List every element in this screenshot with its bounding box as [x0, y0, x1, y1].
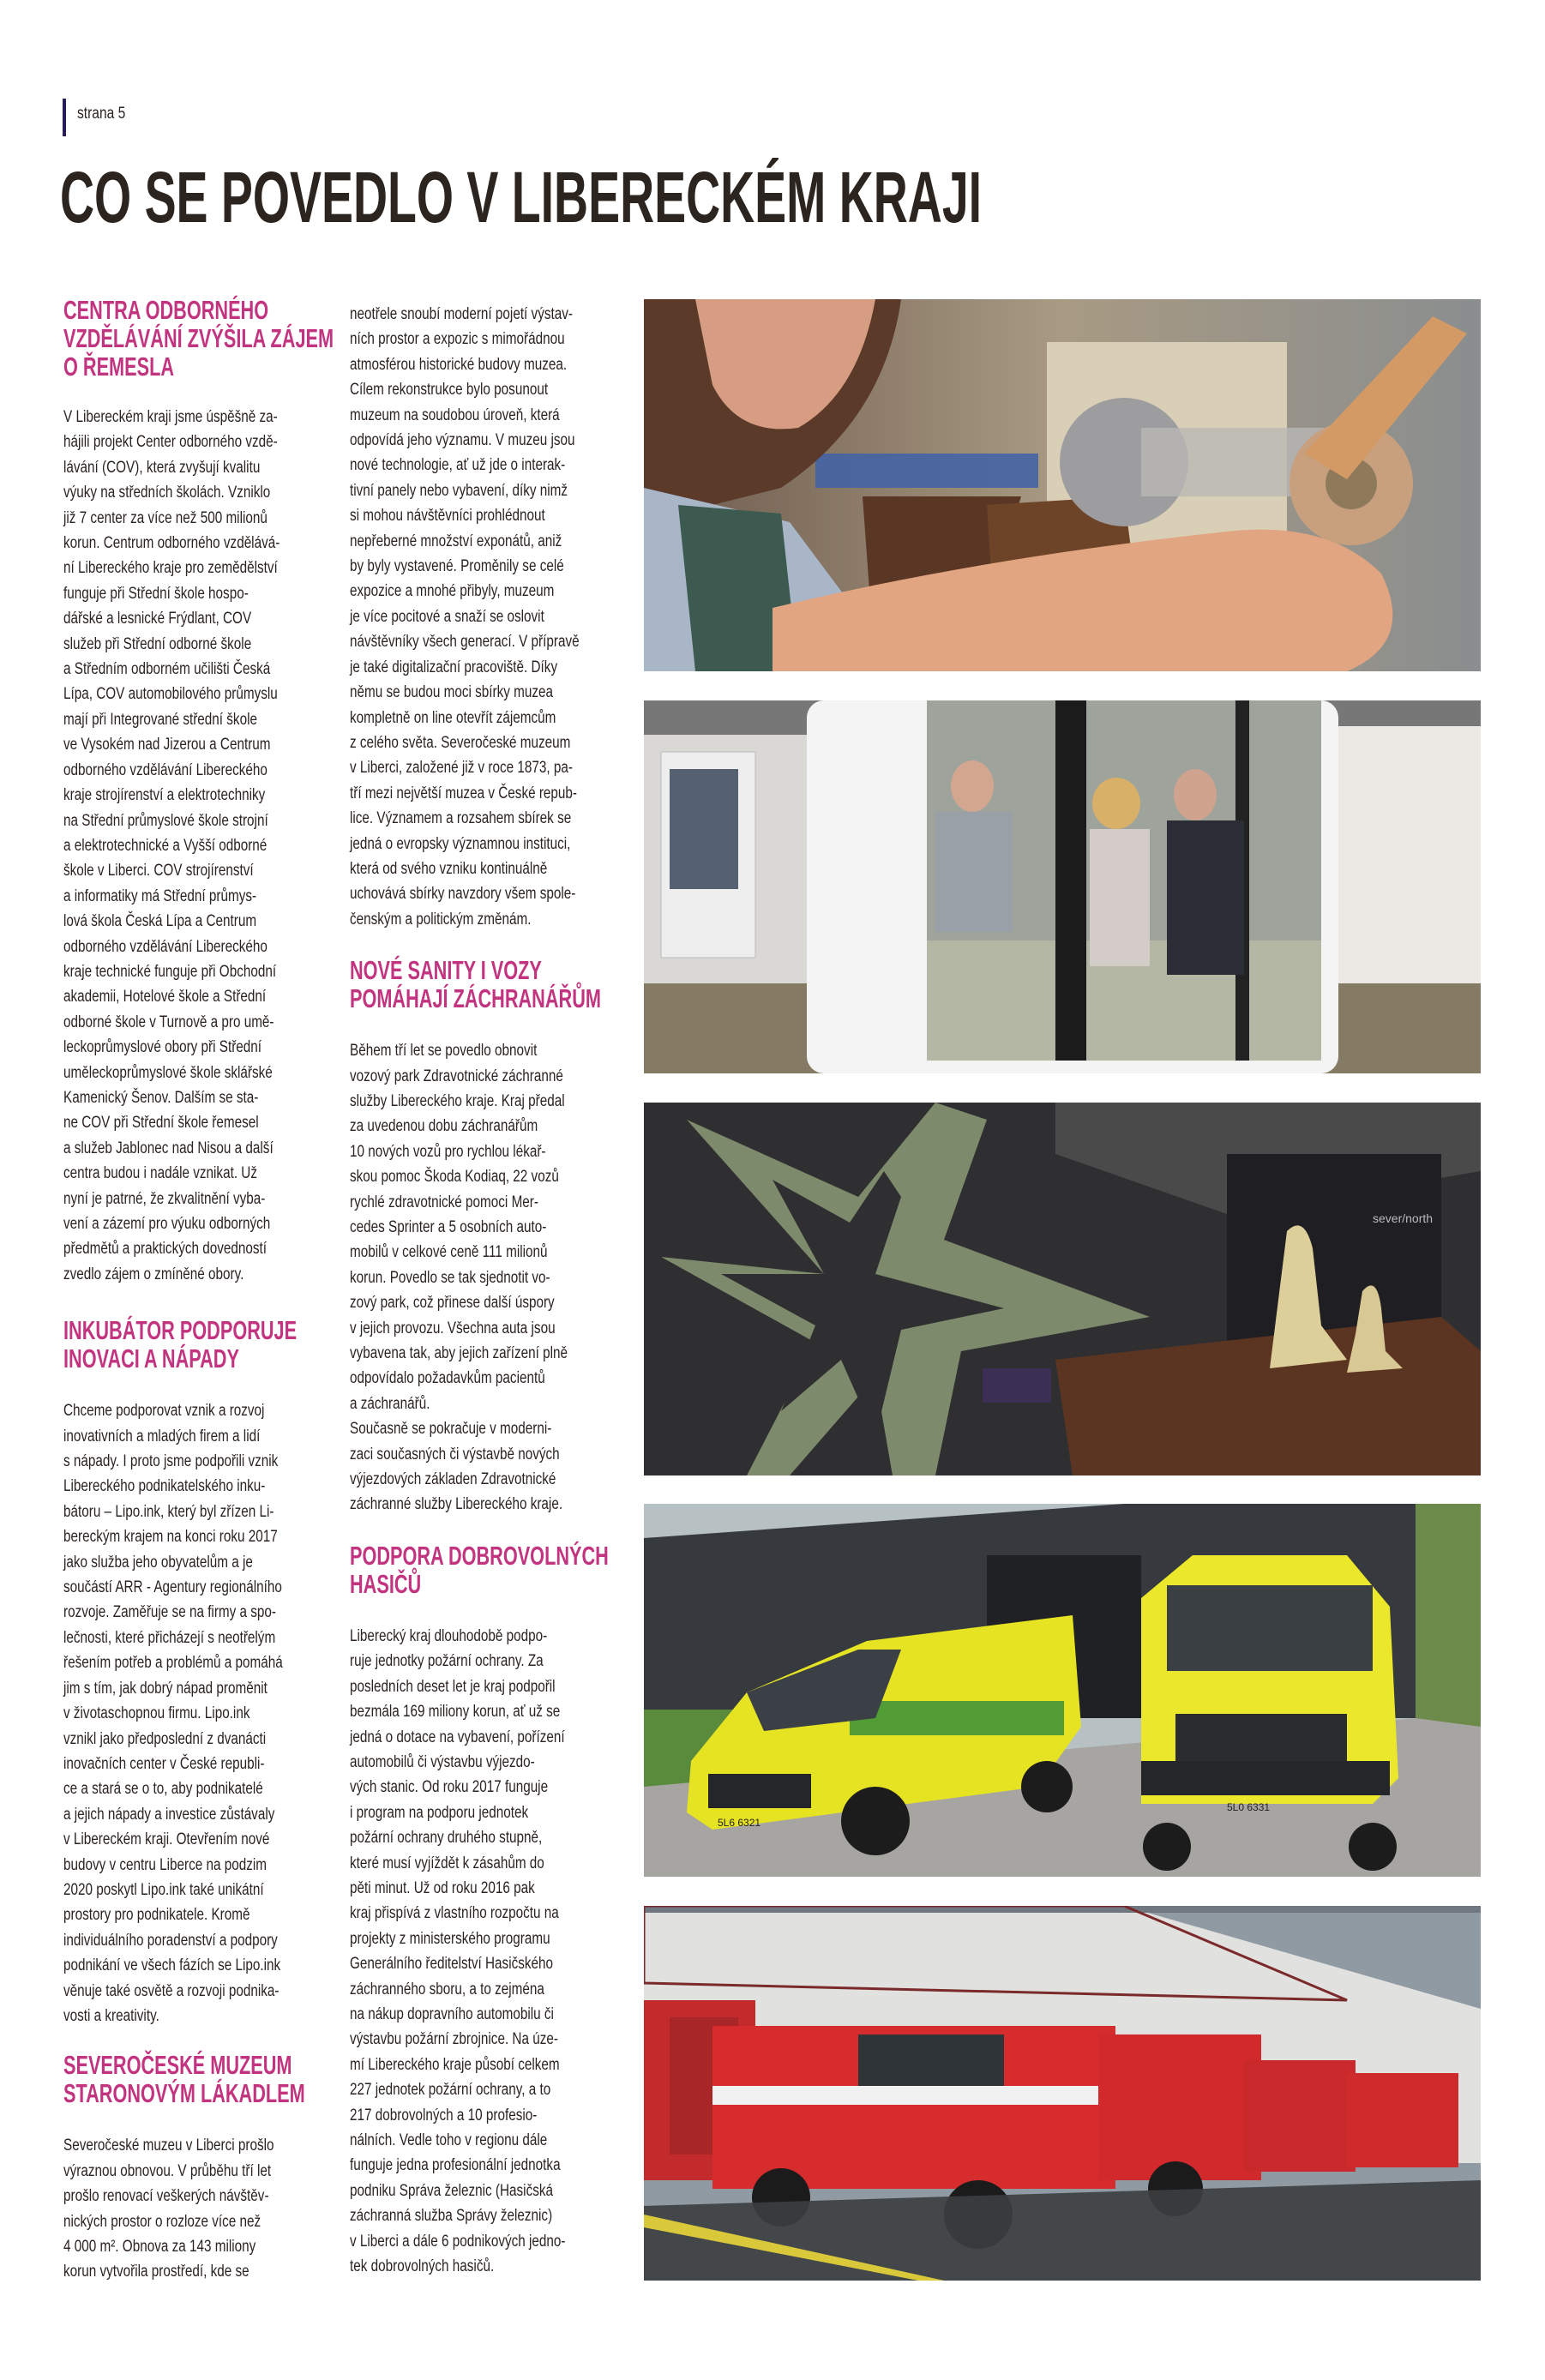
text-line: Cílem rekonstrukce bylo posunout — [350, 380, 549, 400]
text-line: prostory pro podnikatele. Kromě — [63, 1905, 250, 1925]
text-line: která od svého vzniku kontinuálně — [350, 858, 548, 878]
article-body — [350, 1038, 616, 1518]
text-line: kraj přispívá z vlastního rozpočtu na — [350, 1903, 559, 1923]
text-line: cedes Sprinter a 5 osobních auto- — [350, 1217, 547, 1236]
text-line: funguje jedna profesionální jednotka — [350, 2155, 561, 2175]
text-line: nálních. Vedle toho v regionu dále — [350, 2131, 548, 2149]
text-line: i program na podporu jednotek — [350, 1802, 529, 1822]
text-line: Liberecký kraj dlouhodobě podpo- — [350, 1626, 548, 1645]
text-line: muzeum na soudobou úroveň, která — [350, 405, 560, 424]
text-line: čenským a politickým změnám. — [350, 909, 532, 929]
text-line: atmosférou historické budovy muzea. — [350, 354, 568, 374]
text-line: jedná o dotace na vybavení, pořízení — [350, 1727, 565, 1746]
heading-line: INOVACI A NÁPADY — [63, 1343, 239, 1374]
text-line: je také digitalizační pracoviště. Díky — [350, 657, 558, 676]
text-line: si mohou návštěvníci prohlédnout — [350, 506, 545, 526]
article-body — [63, 405, 329, 1287]
article-muzeum — [63, 2051, 329, 2284]
text-line: vznikl jako předposlední z dvanácti — [63, 1728, 267, 1748]
text-line: návštěvníky všech generací. V přípravě — [350, 632, 580, 652]
text-line: Během tří let se povedlo obnovit — [350, 1041, 538, 1061]
text-line: ne COV při Střední škole řemesel — [63, 1113, 259, 1133]
article-inkubator — [63, 1316, 329, 2028]
text-line: vení a zázemí pro výuku odborných — [63, 1214, 271, 1233]
text-line: Lípa, COV automobilového průmyslu — [63, 684, 278, 704]
text-line: 217 dobrovolných a 10 profesio- — [350, 2105, 538, 2125]
text-line: odborné škole v Turnově a pro umě- — [63, 1012, 274, 1031]
text-line: ve Vysokém nad Jizerou a Centrum — [63, 735, 271, 754]
text-line: akademii, Hotelové škole a Střední — [63, 987, 267, 1007]
text-line: kraje technické funguje při Obchodní — [63, 961, 277, 981]
text-line: tří mezi největší muzea v České repub- — [350, 783, 578, 802]
text-line: bátoru – Lipo.ink, který byl zřízen Li- — [63, 1501, 274, 1521]
text-line: podnikání ve všech fázích se Lipo.ink — [63, 1956, 281, 1975]
text-line: ruje jednotky požární ochrany. Za — [350, 1651, 544, 1671]
text-line: Libereckého podnikatelského inku- — [63, 1476, 266, 1496]
text-line: skou pomoc Škoda Kodiaq, 22 vozů — [350, 1167, 559, 1187]
plate-text-2: 5L0 6331 — [1227, 1801, 1271, 1813]
text-line: automobilů či výstavbu výjezdo- — [350, 1752, 535, 1771]
text-line: je více pocitové a snaží se oslovit — [350, 606, 544, 626]
text-line: budovy v centru Liberce na podzim — [63, 1854, 268, 1874]
text-line: korun. Centrum odborného vzdělává- — [63, 533, 280, 553]
text-line: hájili projekt Center odborného vzdě- — [63, 432, 278, 452]
text-line: mí Libereckého kraje působí celkem — [350, 2054, 560, 2074]
text-line: bezmála 169 miliony korun, ať už se — [350, 1702, 561, 1722]
text-line: jedná o evropsky významnou instituci, — [350, 833, 571, 853]
text-line: 4 000 m². Obnova za 143 miliony — [63, 2237, 256, 2256]
text-line: odpovídalo požadavkům pacientů — [350, 1368, 545, 1388]
text-line: lice. Významem a rozsahem sbírek se — [350, 808, 572, 828]
text-line: inovačních center v České republi- — [63, 1753, 265, 1773]
text-line: zový park, což přinese další úspory — [350, 1293, 555, 1313]
text-line: za uvedenou dobu záchranářům — [350, 1116, 538, 1136]
photo-meeting-pod — [644, 700, 1481, 1073]
text-line: odpovídá jeho významu. V muzeu jsou — [350, 430, 575, 450]
text-line: prošlo renovací veškerých návštěv- — [63, 2186, 269, 2206]
text-line: řešením potřeb a problémů a pomáhá — [63, 1653, 283, 1673]
text-line: kompletně on line otevřít zájemcům — [350, 707, 556, 727]
text-line: němu se budou moci sbírky muzea — [350, 682, 554, 702]
heading-line: PODPORA DOBROVOLNÝCH — [350, 1540, 609, 1571]
text-line: Severočeské muzeu v Liberci prošlo — [63, 2136, 274, 2155]
text-line: škole v Liberci. COV strojírenství — [63, 861, 254, 880]
text-line: expozice a mnohé přibyly, muzeum — [350, 581, 555, 601]
text-line: ce a stará se o to, aby podnikatelé — [63, 1779, 263, 1799]
text-line: kraje strojírenství a elektrotechniky — [63, 785, 266, 805]
section-heading — [350, 956, 616, 1013]
article-body-continued — [350, 302, 616, 932]
text-line: a Středním odborném učilišti Česká — [63, 659, 271, 679]
text-line: na Střední průmyslové škole strojní — [63, 810, 268, 830]
section-heading — [63, 1316, 329, 1373]
text-line: záchranného sboru, a to zejména — [350, 1979, 544, 1998]
text-line: uchovává sbírky navzdory všem spole- — [350, 884, 576, 904]
text-line: v Liberci a dále 6 podnikových jedno- — [350, 2231, 566, 2251]
text-line: předmětů a praktických dovedností — [63, 1239, 268, 1259]
text-line: ních prostor a expozic s mimořádnou — [350, 329, 565, 349]
article-hasici — [350, 1542, 616, 2280]
text-line: inovativních a mladých firem a lidí — [63, 1426, 261, 1445]
text-line: projekty z ministerského programu — [350, 1928, 550, 1948]
text-line: výuky na středních školách. Vzniklo — [63, 483, 271, 502]
text-line: lávání (COV), která zvyšují kvalitu — [63, 457, 261, 477]
text-line: a záchranářů. — [350, 1393, 430, 1413]
text-line: součástí ARR - Agentury regionálního — [63, 1578, 282, 1597]
text-line: 227 jednotek požární ochrany, a to — [350, 2080, 551, 2100]
text-line: služeb při Střední odborné škole — [63, 634, 252, 653]
article-body — [63, 1398, 329, 2028]
text-line: požární ochrany druhého stupně, — [350, 1828, 543, 1848]
text-line: jako služba jeho obyvatelům a je — [63, 1552, 253, 1572]
text-line: a informatiky má Střední průmys- — [63, 886, 257, 905]
section-heading — [63, 2051, 329, 2107]
column-2 — [350, 302, 616, 2279]
heading-line: SEVEROČESKÉ MUZEUM — [63, 2050, 292, 2081]
text-line: podniku Správa železnic (Hasičská — [350, 2180, 554, 2200]
heading-line: VZDĚLÁVÁNÍ ZVÝŠILA ZÁJEM — [63, 323, 334, 353]
text-line: uměleckoprůmyslové škole sklářské — [63, 1062, 273, 1082]
text-line: odborného vzdělávání Libereckého — [63, 936, 268, 956]
text-line: nepřeberné množství exponátů, aniž — [350, 531, 562, 550]
text-line: v Liberci, založené již v roce 1873, pa- — [350, 758, 573, 778]
text-line: vozový park Zdravotnické záchranné — [350, 1066, 563, 1085]
text-line: korun. Povedlo se tak sjednotit vo- — [350, 1267, 550, 1287]
text-line: záchranná služba Správy železnic) — [350, 2206, 553, 2226]
photo-museum-star — [644, 1103, 1481, 1475]
text-line: 2020 poskytl Lipo.ink také unikátní — [63, 1879, 264, 1899]
text-line: lová škola Česká Lípa a Centrum — [63, 911, 257, 931]
text-line: mají při Integrované střední škole — [63, 709, 257, 729]
heading-line: O ŘEMESLA — [63, 352, 175, 382]
article-cov — [63, 295, 334, 1287]
section-heading — [350, 1542, 616, 1598]
text-line: v Libereckém kraji. Otevřením nové — [63, 1830, 270, 1849]
text-line: korun vytvořila prostředí, kde se — [63, 2262, 249, 2281]
heading-line: NOVÉ SANITY I VOZY — [350, 955, 542, 986]
text-line: Chceme podporovat vznik a rozvoj — [63, 1401, 265, 1421]
text-line: Generálního ředitelství Hasičského — [350, 1954, 554, 1974]
text-line: lečnosti, které přicházejí s neotřelým — [63, 1627, 276, 1647]
text-line: nové technologie, ať už jde o interak- — [350, 455, 566, 475]
text-line: rychlé zdravotnické pomoci Mer- — [350, 1192, 538, 1211]
text-line: posledních deset let je kraj podpořil — [350, 1676, 556, 1696]
photo-glass-cutting — [644, 299, 1481, 671]
text-line: mobilů v celkové ceně 111 milionů — [350, 1242, 548, 1262]
heading-line: HASIČŮ — [350, 1568, 422, 1599]
article-body — [350, 1624, 616, 2280]
heading-line: STARONOVÝM LÁKADLEM — [63, 2078, 305, 2109]
text-line: Kamenický Šenov. Dalším se sta- — [63, 1087, 259, 1107]
text-line: zaci současných či výstavbě nových — [350, 1444, 560, 1463]
text-line: výjezdových základen Zdravotnické — [350, 1469, 556, 1489]
heading-line: POMÁHAJÍ ZÁCHRANÁŘŮM — [350, 983, 601, 1014]
museum-sign-text: sever/north — [1373, 1211, 1434, 1225]
article-sanity — [350, 956, 616, 1518]
text-line: tek dobrovolných hasičů. — [350, 2257, 495, 2276]
article-body — [63, 2133, 329, 2284]
text-line: zvedlo zájem o zmíněné obory. — [63, 1264, 244, 1283]
section-heading — [63, 295, 334, 382]
text-line: individuálního poradenství a podpory — [63, 1930, 278, 1950]
text-line: neotřele snoubí moderní pojetí výstav- — [350, 304, 573, 323]
page-marker-bar — [63, 99, 66, 136]
text-line: Současně se pokračuje v moderni- — [350, 1419, 552, 1439]
text-line: záchranné služby Libereckého kraje. — [350, 1494, 563, 1514]
photo-ambulances — [644, 1504, 1481, 1877]
text-line: a služeb Jablonec nad Nisou a další — [63, 1138, 274, 1157]
text-line: V Libereckém kraji jsme úspěšně za- — [63, 407, 278, 426]
text-line: vosti a kreativity. — [63, 2005, 159, 2025]
column-1 — [63, 295, 334, 2285]
text-line: ní Libereckého kraje pro zemědělství — [63, 558, 278, 578]
text-line: centra budou i nadále vznikat. Už — [63, 1163, 257, 1183]
text-line: dářské a lesnické Frýdlant, COV — [63, 609, 252, 628]
text-line: vých stanic. Od roku 2017 funguje — [350, 1777, 549, 1797]
text-line: nyní je patrné, že zkvalitnění vyba- — [63, 1188, 266, 1208]
text-line: vybavena tak, aby jejich zařízení plně — [350, 1343, 568, 1363]
page-number: strana 5 — [77, 105, 126, 123]
text-line: v životaschopnou firmu. Lipo.ink — [63, 1704, 250, 1723]
text-line: nických prostor o rozloze více než — [63, 2211, 262, 2231]
text-line: jim s tím, jak dobrý nápad proměnit — [63, 1678, 268, 1698]
text-line: které musí vyjíždět k zásahům do — [350, 1853, 544, 1872]
heading-line: INKUBÁTOR PODPORUJE — [63, 1315, 298, 1346]
text-line: tivní panely nebo vybavení, díky nimž — [350, 480, 568, 500]
text-line: na nákup dopravního automobilu či — [350, 2004, 554, 2023]
text-line: z celého světa. Severočeské muzeum — [350, 732, 571, 752]
text-line: výstavbu požární zbrojnice. Na úze- — [350, 2029, 558, 2049]
heading-line: CENTRA ODBORNÉHO — [63, 295, 269, 325]
text-line: funguje při Střední škole hospo- — [63, 583, 249, 603]
text-line: by byly vystavené. Proměnily se celé — [350, 556, 564, 576]
page-title: CO SE POVEDLO V LIBERECKÉM KRAJI — [60, 157, 983, 237]
text-line: a elektrotechnické a Vyšší odborné — [63, 835, 268, 855]
plate-text-1: 5L6 6321 — [718, 1817, 761, 1829]
text-line: služby Libereckého kraje. Kraj předal — [350, 1091, 565, 1110]
text-line: 10 nových vozů pro rychlou lékař- — [350, 1141, 546, 1161]
text-line: bereckým krajem na konci roku 2017 — [63, 1527, 278, 1547]
text-line: v jejich provozu. Všechna auta jsou — [350, 1318, 556, 1337]
text-line: s nápady. I proto jsme podpořili vznik — [63, 1451, 279, 1471]
text-line: a jejich nápady a investice zůstávaly — [63, 1804, 275, 1824]
text-line: výraznou obnovou. V průběhu tří let — [63, 2161, 272, 2180]
text-line: leckoprůmyslové obory při Střední — [63, 1037, 262, 1057]
text-line: již 7 center za více než 500 milionů — [63, 508, 268, 527]
text-line: rozvoje. Zaměřuje se na firmy a spo- — [63, 1602, 277, 1622]
text-line: pěti minut. Už od roku 2016 pak — [350, 1878, 535, 1897]
text-line: odborného vzdělávání Libereckého — [63, 760, 268, 779]
text-line: věnuje také osvětě a rozvoji podnika- — [63, 1980, 280, 2000]
photo-fire-trucks — [644, 1906, 1481, 2281]
